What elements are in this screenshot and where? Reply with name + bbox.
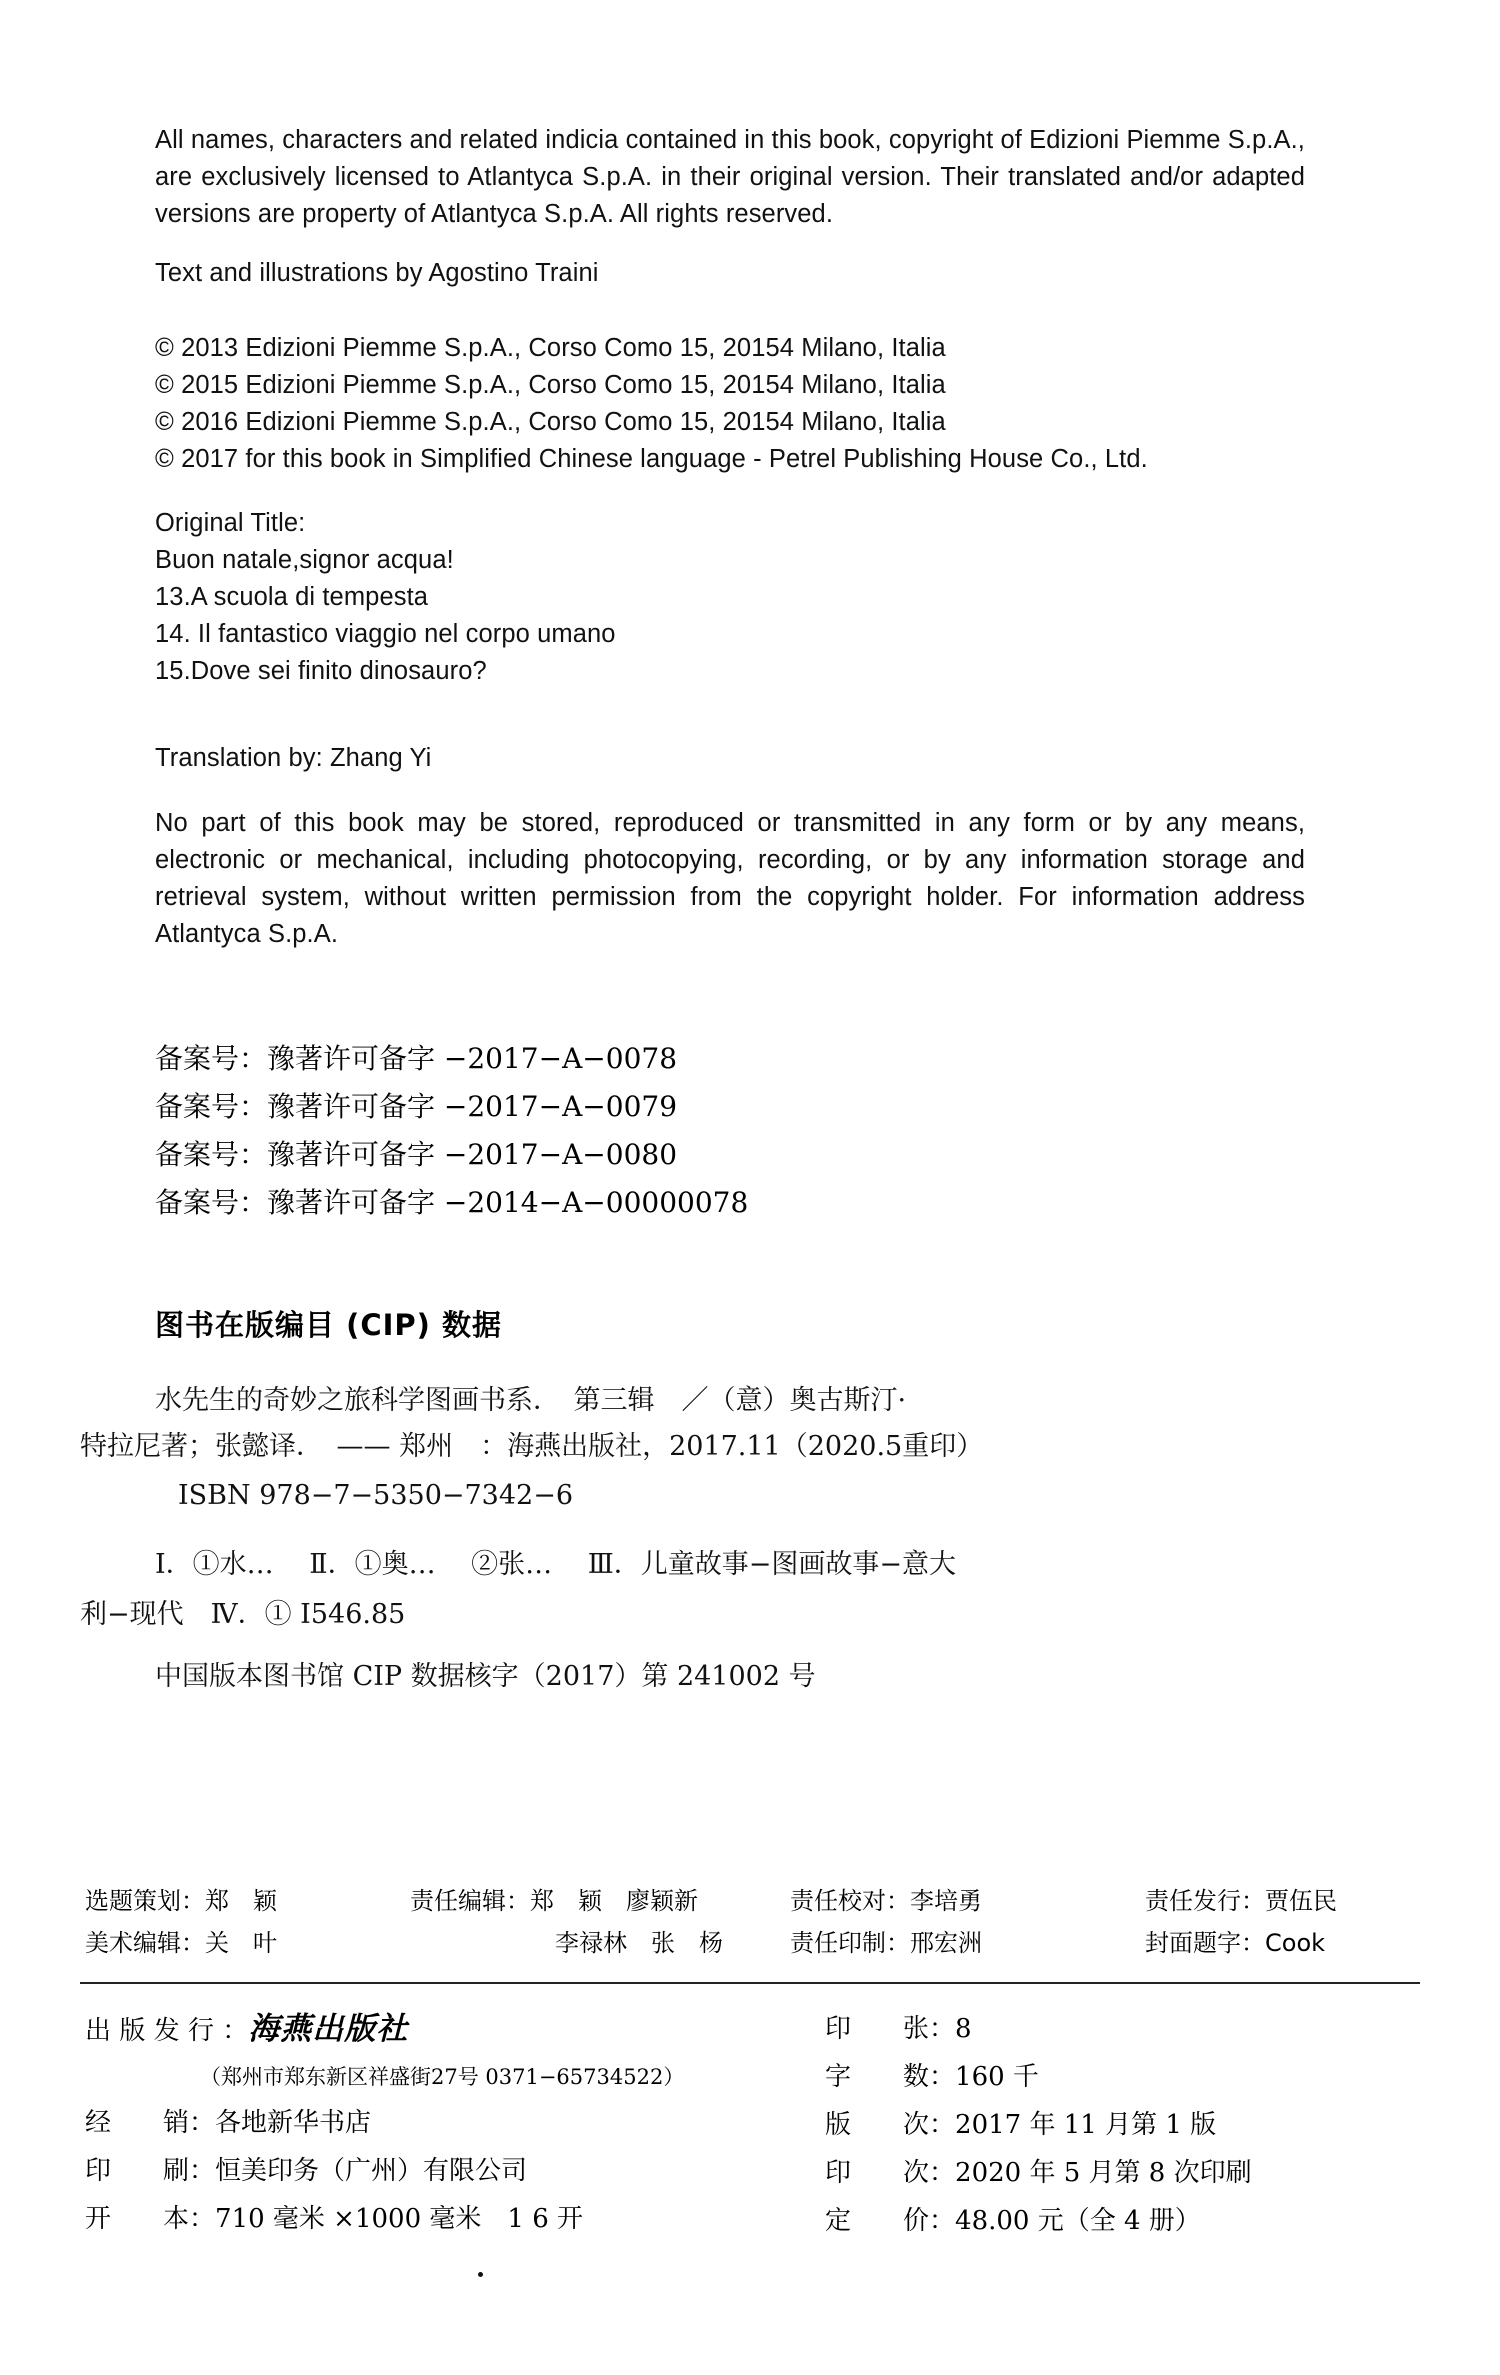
colophon-value: 2017 年 11 月第 1 版 [955,2110,1217,2140]
colophon-separator: ： [222,2016,249,2046]
colophon-value: 2020 年 5 月第 8 次印刷 [955,2158,1252,2188]
staff-credits [85,1880,1420,1964]
staff-cell [790,1880,1145,1922]
staff-value: 邢宏洲 [910,1929,982,1957]
colophon-value: 恒美印务（广州）有限公司 [215,2156,528,2186]
colophon-row-price [825,2197,1385,2245]
staff-label: 选题策划： [85,1887,205,1915]
cip-isbn: ISBN 978−7−5350−7342−6 [178,1480,574,1511]
colophon-label: 定 价 [825,2206,930,2236]
staff-label: 美术编辑： [85,1929,205,1957]
colophon-row-format [85,2195,825,2243]
colophon-separator: ： [929,2014,956,2044]
staff-row [85,1880,1420,1922]
staff-cell [410,1880,790,1922]
original-title-item: 14. Il fantastico viaggio nel corpo umano [155,620,616,648]
colophon-table [85,2005,1425,2245]
colophon-separator: ： [929,2062,956,2092]
filing-records-block [155,1035,748,1227]
colophon-label: 版 次 [825,2110,930,2140]
printing-mark-dot [478,2272,483,2277]
colophon-row-edition [825,2101,1385,2149]
staff-value: Cook [1265,1929,1326,1957]
colophon-divider [80,1982,1420,1984]
original-titles-block [155,505,1305,690]
staff-value: 李禄林 张 杨 [555,1929,723,1957]
colophon-label: 出版发行 [85,2016,223,2046]
staff-cell [1145,1880,1337,1922]
filing-record: 备案号：豫著许可备字 −2017−A−0080 [155,1138,678,1171]
colophon-separator: ： [929,2158,956,2188]
cip-heading: 图书在版编目 (CIP) 数据 [155,1308,503,1342]
colophon-separator: ： [189,2156,216,2186]
cip-description-line: 特拉尼著；张懿译． —— 郑州 ：海燕出版社，2017.11（2020.5重印） [80,1431,984,1462]
colophon-left-column [85,2005,825,2245]
staff-cell [85,1922,410,1964]
colophon-row-distribution [85,2099,825,2147]
original-title-item: 15.Dove sei finito dinosauro? [155,657,487,685]
colophon-label: 印 刷 [85,2156,190,2186]
staff-cell [1145,1922,1325,1964]
colophon-row-sheets [825,2005,1385,2053]
publisher-address: （郑州市郑东新区祥盛街27号 0371−65734522） [200,2065,685,2089]
staff-value: 李培勇 [910,1887,982,1915]
colophon-row-wordcount [825,2053,1385,2101]
cip-body [80,1378,1400,1522]
colophon-value: 48.00 元（全 4 册） [955,2206,1201,2236]
cip-description-line: 水先生的奇妙之旅科学图画书系． 第三辑 ／（意）奥古斯汀· [155,1385,907,1416]
staff-label: 责任编辑： [410,1887,530,1915]
colophon-label: 印 次 [825,2158,930,2188]
filing-record: 备案号：豫著许可备字 −2014−A−00000078 [155,1186,749,1219]
colophon-row-publisher [85,2005,825,2055]
colophon-label: 开 本 [85,2204,190,2234]
staff-label: 责任校对： [790,1887,910,1915]
staff-value: 郑 颖 [205,1887,277,1915]
staff-label: 责任印制： [790,1929,910,1957]
colophon-value: 710 毫米 ×1000 毫米 1 6 开 [215,2204,584,2234]
filing-record: 备案号：豫著许可备字 −2017−A−0078 [155,1042,678,1075]
original-title-item: 13.A scuola di tempesta [155,583,429,611]
colophon-separator: ： [189,2204,216,2234]
colophon-separator: ： [929,2206,956,2236]
colophon-value: 160 千 [955,2062,1039,2092]
staff-value: 关 叶 [205,1929,277,1957]
staff-cell [790,1922,1145,1964]
staff-label: 责任发行： [1145,1887,1265,1915]
copyright-line: © 2016 Edizioni Piemme S.p.A., Corso Como 15, 20154 Milano, Italia [155,408,946,436]
reproduction-notice-paragraph: No part of this book may be stored, reproduced or transmitted in any form or by any means, electronic or mechanical, including photocopying, recording, or by any information storage and retrieval system, without written permission from the copyright holder. For information address Atlantyca S.p.A. [155,809,1305,948]
colophon-separator: ： [929,2110,956,2140]
colophon-label: 字 数 [825,2062,930,2092]
copyright-line: © 2013 Edizioni Piemme S.p.A., Corso Como 15, 20154 Milano, Italia [155,334,946,362]
copyright-lines [155,330,1305,478]
filing-record: 备案号：豫著许可备字 −2017−A−0079 [155,1090,678,1123]
colophon-right-column [825,2005,1385,2245]
colophon-row-printing [825,2149,1385,2197]
cip-classification-line: 利−现代 Ⅳ．① I546.85 [80,1599,406,1630]
colophon-label: 经 销 [85,2108,190,2138]
credit-line: Text and illustrations by Agostino Traini [155,259,599,287]
colophon-label: 印 张 [825,2014,930,2044]
translation-line: Translation by: Zhang Yi [155,744,432,772]
staff-label: 封面题字： [1145,1929,1265,1957]
cip-number: 中国版本图书馆 CIP 数据核字（2017）第 241002 号 [155,1661,816,1692]
colophon-separator: ： [189,2108,216,2138]
colophon-value: 8 [955,2014,972,2044]
copyright-line: © 2017 for this book in Simplified Chinese language - Petrel Publishing House Co., Ltd. [155,445,1148,473]
colophon-value: 各地新华书店 [215,2108,372,2138]
staff-value: 郑 颖 廖颖新 [530,1887,698,1915]
cip-classification [80,1540,1400,1640]
rights-notice-paragraph: All names, characters and related indicia contained in this book, copyright of Edizioni Piemme S.p.A., are exclusively licensed to Atlantyca S.p.A. in their original version. Their translated and/or adapted versions are property of Atlantyca S.p.A. All rights reserved. [155,126,1305,228]
original-title-label: Original Title: [155,509,306,537]
colophon-row-printer [85,2147,825,2195]
copyright-line: © 2015 Edizioni Piemme S.p.A., Corso Como 15, 20154 Milano, Italia [155,371,946,399]
staff-cell [85,1880,410,1922]
cip-classification-line: Ⅰ．①水… Ⅱ．①奥… ②张… Ⅲ．儿童故事−图画故事−意大 [155,1549,957,1580]
colophon-row-address [85,2055,825,2099]
publisher-name: 海燕出版社 [248,2011,409,2047]
staff-value: 贾伍民 [1265,1887,1337,1915]
staff-cell [410,1922,790,1964]
original-title-item: Buon natale,signor acqua! [155,546,454,574]
staff-row [85,1922,1420,1964]
